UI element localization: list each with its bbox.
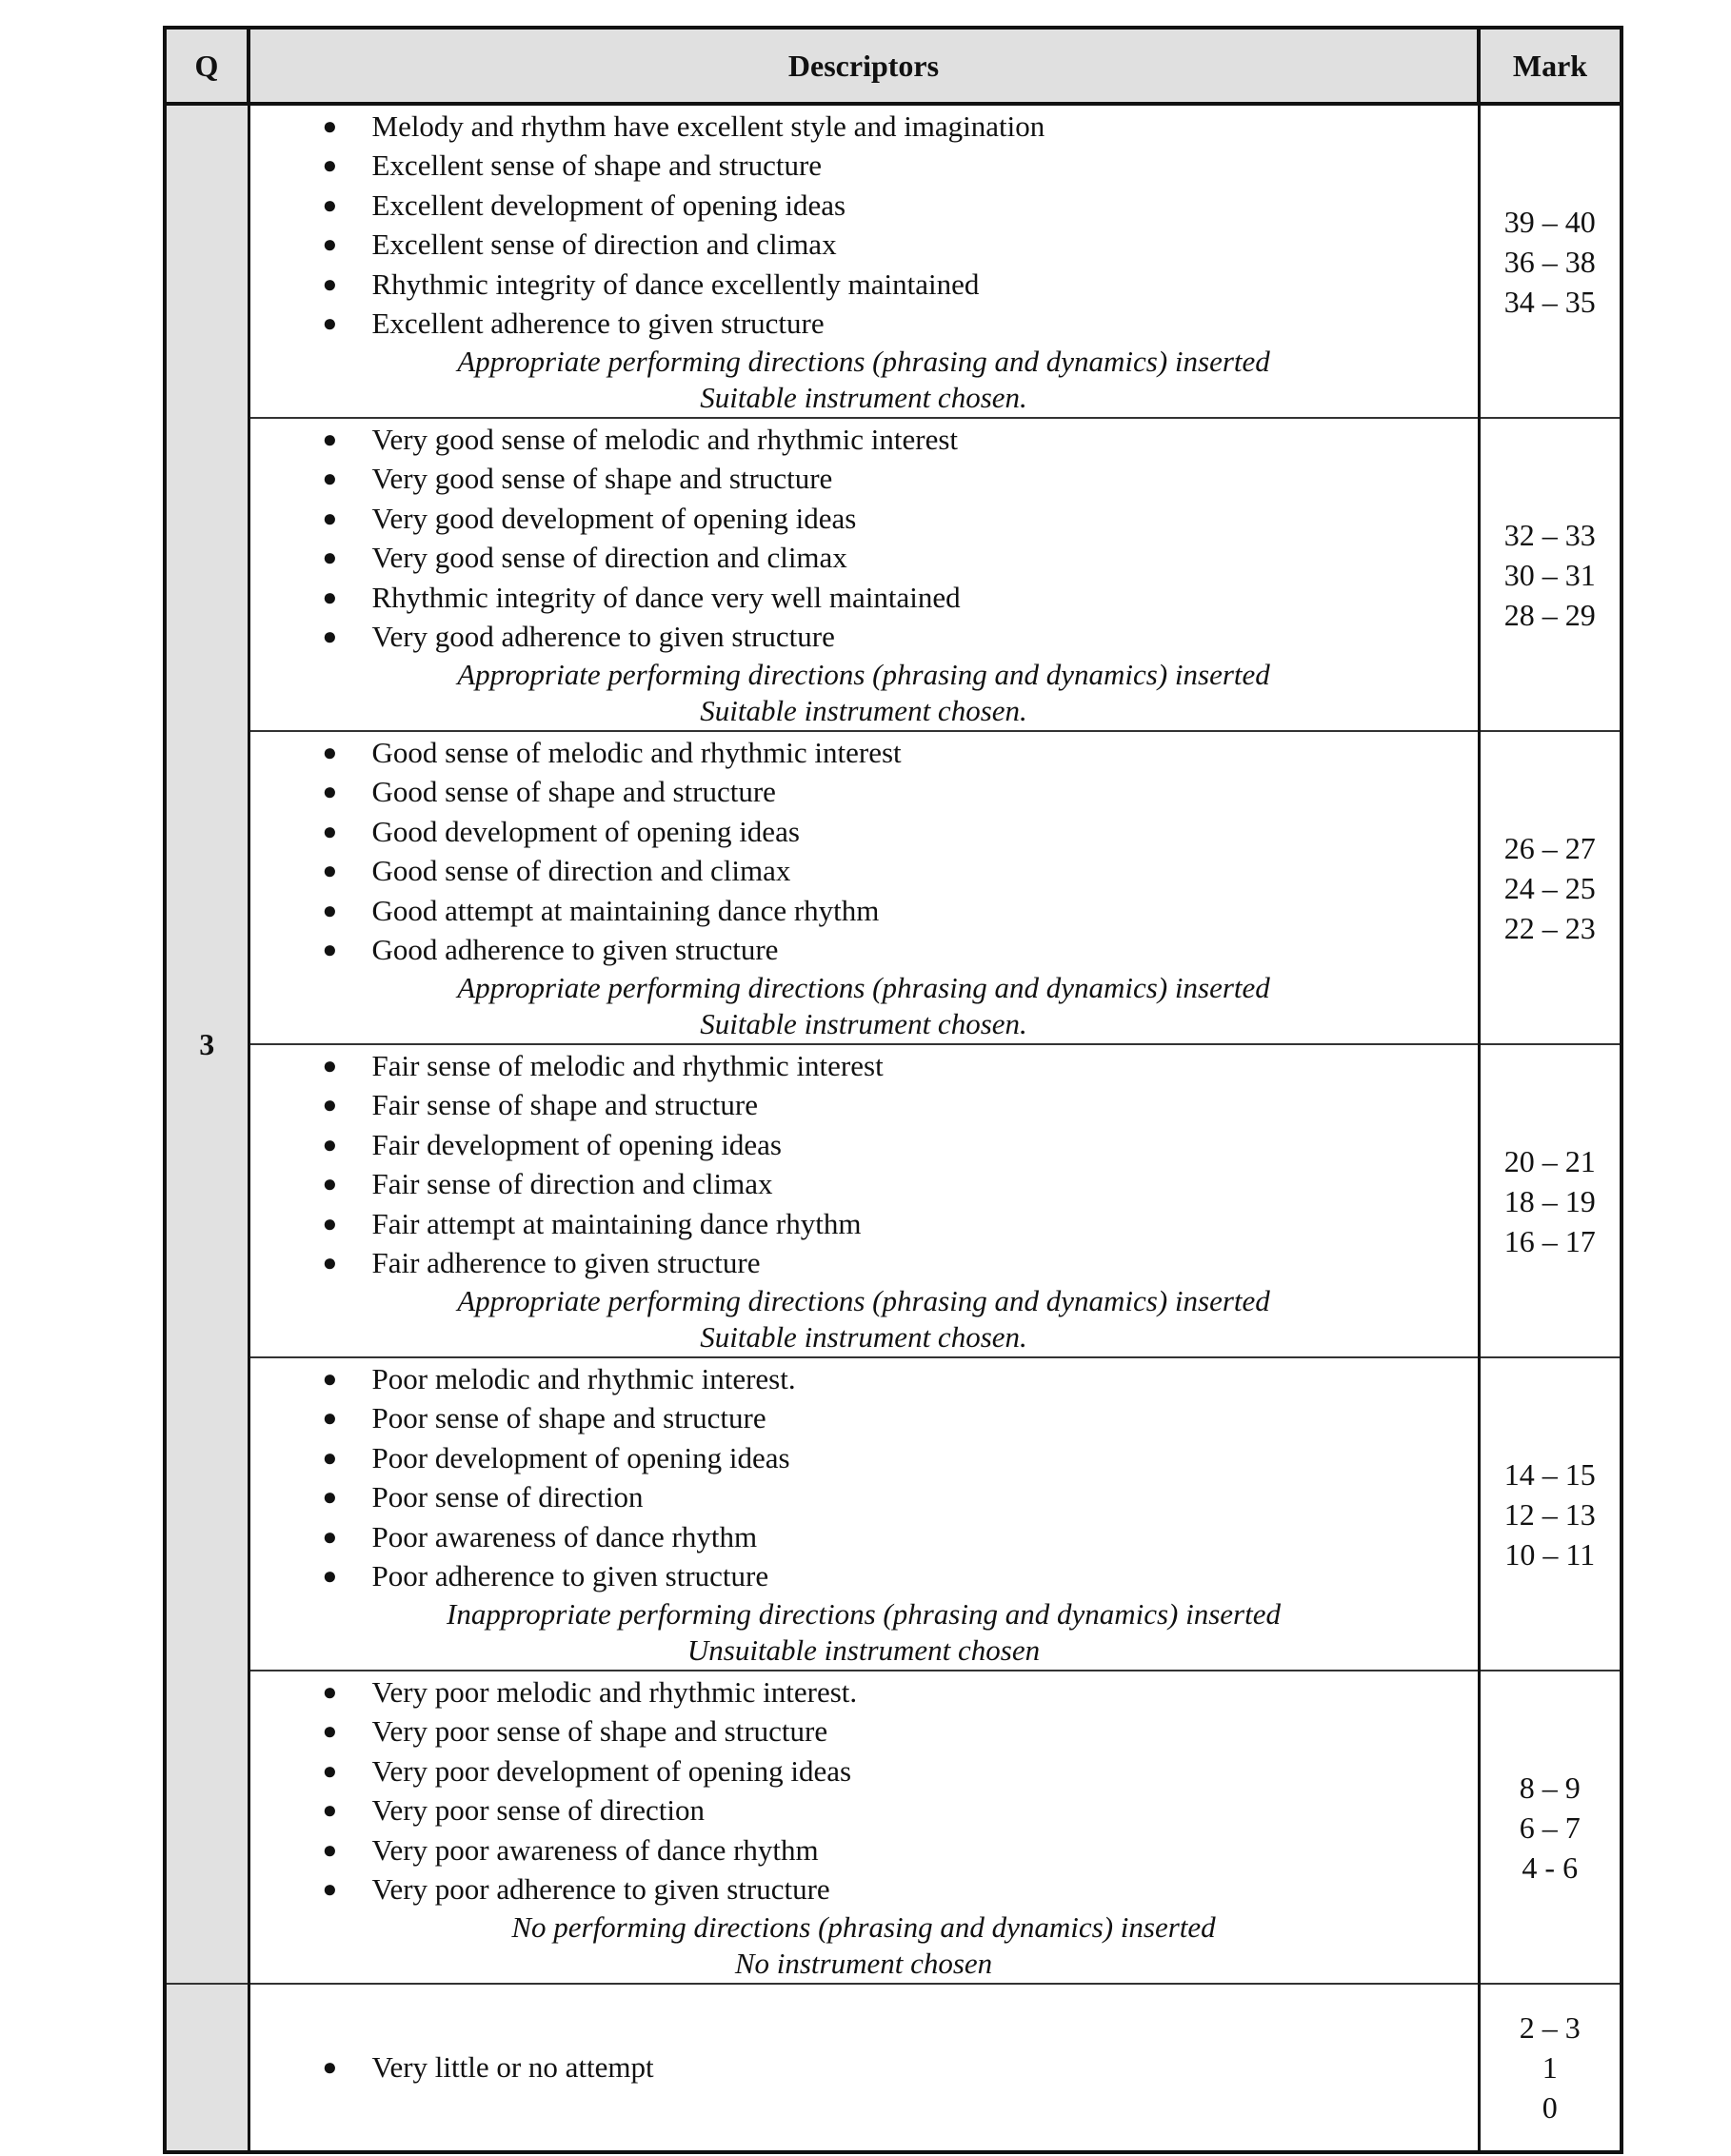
descriptor-text: Excellent sense of shape and structure <box>371 148 823 182</box>
descriptor-item <box>250 772 1478 812</box>
descriptor-text: Poor awareness of dance rhythm <box>371 1519 758 1553</box>
descriptor-text: Excellent development of opening ideas <box>371 188 846 222</box>
question-cell-empty <box>165 1984 249 2152</box>
bullet-icon: ● <box>322 230 338 258</box>
mark-range: 10 – 11 <box>1504 1536 1596 1572</box>
bullet-icon: ● <box>322 1170 338 1197</box>
descriptor-text: Good sense of melodic and rhythmic interest <box>371 735 902 769</box>
bullet-icon: ● <box>322 738 338 766</box>
bullet-icon: ● <box>322 544 338 571</box>
descriptor-list <box>250 2047 1478 2087</box>
descriptor-item <box>250 1830 1478 1870</box>
band-row <box>165 418 1622 731</box>
descriptor-text: Excellent sense of direction and climax <box>371 227 837 261</box>
descriptor-item <box>250 1556 1478 1596</box>
mark-range: 20 – 21 <box>1503 1143 1596 1178</box>
descriptor-text: Fair attempt at maintaining dance rhythm <box>371 1206 862 1240</box>
header-row <box>165 28 1622 104</box>
mark-range: 1 <box>1542 2050 1558 2085</box>
mark-range: 0 <box>1542 2090 1558 2125</box>
descriptor-text: Very poor sense of shape and structure <box>371 1714 828 1748</box>
bullet-icon: ● <box>322 465 338 492</box>
bullet-icon: ● <box>322 1562 338 1590</box>
bullet-icon: ● <box>322 1364 338 1393</box>
descriptor-text: Good sense of shape and structure <box>371 775 776 808</box>
descriptor-item <box>250 1046 1478 1086</box>
bullet-icon: ● <box>322 1091 338 1118</box>
bullet-icon: ● <box>322 2053 338 2082</box>
descriptor-text: Very poor awareness of dance rhythm <box>371 1832 819 1867</box>
mark-range: 26 – 27 <box>1503 830 1596 865</box>
bullet-icon: ● <box>322 1404 338 1432</box>
descriptor-list <box>250 107 1478 344</box>
descriptor-item <box>250 1790 1478 1830</box>
descriptor-text: Good sense of direction and climax <box>371 854 791 887</box>
bullet-icon: ● <box>322 1483 338 1511</box>
descriptor-text: Poor adherence to given structure <box>371 1559 769 1592</box>
band-row <box>165 731 1622 1044</box>
bullet-icon: ● <box>322 936 338 963</box>
descriptor-item <box>250 265 1478 305</box>
mark-range: 39 – 40 <box>1503 204 1596 239</box>
descriptor-cell <box>249 1671 1479 1984</box>
descriptor-text: Fair sense of direction and climax <box>371 1167 773 1200</box>
question-number: 3 <box>165 104 249 1984</box>
bullet-icon: ● <box>322 623 338 650</box>
mark-range: 4 - 6 <box>1522 1849 1579 1885</box>
bullet-icon: ● <box>322 857 338 884</box>
descriptor-list <box>250 1046 1478 1283</box>
bullet-icon: ● <box>322 1443 338 1472</box>
descriptor-text: Fair sense of melodic and rhythmic interest <box>371 1048 884 1082</box>
mark-range: 32 – 33 <box>1503 517 1596 552</box>
bullet-icon: ● <box>322 190 338 219</box>
mark-range: 28 – 29 <box>1503 597 1596 632</box>
mark-scheme-table <box>163 26 1623 2154</box>
descriptor-item <box>250 1164 1478 1204</box>
descriptor-item <box>250 1359 1478 1399</box>
descriptor-item <box>250 617 1478 657</box>
mark-scheme-sheet <box>163 26 1620 2145</box>
band-row-final <box>165 1984 1622 2152</box>
bullet-icon: ● <box>322 1249 338 1276</box>
descriptor-note: Suitable instrument chosen. <box>700 1007 1027 1040</box>
descriptor-text: Poor sense of shape and structure <box>371 1401 766 1434</box>
mark-range: 6 – 7 <box>1519 1810 1581 1845</box>
bullet-icon: ● <box>322 778 338 805</box>
descriptor-item <box>250 1477 1478 1517</box>
descriptor-text: Fair adherence to given structure <box>371 1246 761 1279</box>
bullet-icon: ● <box>322 1756 338 1785</box>
descriptor-text: Poor development of opening ideas <box>371 1440 790 1474</box>
descriptor-item <box>250 1438 1478 1478</box>
bullet-icon: ● <box>322 1209 338 1237</box>
descriptor-item <box>250 2047 1478 2087</box>
bullet-icon: ● <box>322 309 338 337</box>
descriptor-text: Very poor adherence to given structure <box>371 1872 830 1906</box>
descriptor-item <box>250 304 1478 344</box>
descriptor-list <box>250 733 1478 970</box>
descriptor-cell <box>249 104 1479 418</box>
descriptor-text: Good attempt at maintaining dance rhythm <box>371 893 880 927</box>
bullet-icon: ● <box>322 1130 338 1158</box>
mark-range: 14 – 15 <box>1503 1456 1596 1492</box>
descriptor-item <box>250 499 1478 539</box>
header-mark: Mark <box>1479 28 1622 104</box>
descriptor-note: Suitable instrument chosen. <box>700 1320 1027 1354</box>
descriptor-note: Appropriate performing directions (phrasing and dynamics) inserted <box>457 1283 1270 1317</box>
descriptor-text: Very poor development of opening ideas <box>371 1753 852 1788</box>
mark-cell <box>1479 1044 1622 1357</box>
bullet-icon: ● <box>322 896 338 924</box>
descriptor-list <box>250 1359 1478 1596</box>
bullet-icon: ● <box>322 425 338 453</box>
descriptor-text: Very good development of opening ideas <box>371 501 857 535</box>
descriptor-item <box>250 1085 1478 1125</box>
descriptor-text: Fair sense of shape and structure <box>371 1088 758 1121</box>
mark-cell <box>1479 731 1622 1044</box>
bullet-icon: ● <box>322 269 338 298</box>
band-row <box>165 1357 1622 1671</box>
descriptor-note: No performing directions (phrasing and dynamics) inserted <box>511 1909 1216 1944</box>
descriptor-note: No instrument chosen <box>734 1947 993 1980</box>
descriptor-cell <box>249 1044 1479 1357</box>
descriptor-text: Melody and rhythm have excellent style and imagination <box>371 109 1045 143</box>
mark-range: 34 – 35 <box>1503 284 1596 319</box>
descriptor-text: Fair development of opening ideas <box>371 1127 782 1161</box>
descriptor-cell <box>249 418 1479 731</box>
band-row <box>165 1044 1622 1357</box>
mark-range: 2 – 3 <box>1519 2010 1581 2045</box>
descriptor-item <box>250 1711 1478 1751</box>
descriptor-item <box>250 891 1478 931</box>
descriptor-note: Suitable instrument chosen. <box>700 381 1027 414</box>
bullet-icon: ● <box>322 1875 338 1903</box>
descriptor-list <box>250 1672 1478 1909</box>
mark-range: 24 – 25 <box>1503 870 1596 905</box>
descriptor-text: Excellent adherence to given structure <box>371 307 825 340</box>
bullet-icon: ● <box>322 111 338 140</box>
descriptor-item <box>250 1243 1478 1283</box>
mark-range: 30 – 31 <box>1503 557 1596 592</box>
bullet-icon: ● <box>322 583 338 611</box>
header-descriptors: Descriptors <box>249 28 1479 104</box>
bullet-icon: ● <box>322 504 338 532</box>
descriptor-item <box>250 851 1478 891</box>
descriptor-item <box>250 186 1478 226</box>
descriptor-text: Very good sense of melodic and rhythmic interest <box>371 422 959 456</box>
descriptor-text: Good adherence to given structure <box>371 933 779 966</box>
descriptor-text: Very poor melodic and rhythmic interest. <box>371 1674 858 1709</box>
descriptor-item <box>250 812 1478 852</box>
band-row <box>165 104 1622 418</box>
descriptor-text: Good development of opening ideas <box>371 814 800 848</box>
descriptor-item <box>250 225 1478 265</box>
bullet-icon: ● <box>322 151 338 179</box>
header-q: Q <box>165 28 249 104</box>
descriptor-item <box>250 459 1478 499</box>
descriptor-note: Inappropriate performing directions (phrasing and dynamics) inserted <box>447 1596 1281 1631</box>
descriptor-note: Appropriate performing directions (phrasing and dynamics) inserted <box>457 657 1270 691</box>
bullet-icon: ● <box>322 1796 338 1824</box>
bullet-icon: ● <box>322 1677 338 1706</box>
bullet-icon: ● <box>322 1522 338 1551</box>
bullet-icon: ● <box>322 1835 338 1864</box>
descriptor-item <box>250 578 1478 618</box>
descriptor-cell <box>249 1357 1479 1671</box>
mark-cell <box>1479 1357 1622 1671</box>
mark-range: 12 – 13 <box>1503 1496 1596 1532</box>
mark-range: 18 – 19 <box>1503 1183 1596 1218</box>
mark-cell <box>1479 418 1622 731</box>
descriptor-cell <box>249 731 1479 1044</box>
descriptor-text: Rhythmic integrity of dance very well maintained <box>371 580 961 614</box>
mark-range: 16 – 17 <box>1503 1223 1596 1258</box>
descriptor-item <box>250 1672 1478 1712</box>
mark-range: 36 – 38 <box>1503 244 1596 279</box>
descriptor-cell <box>249 1984 1479 2152</box>
descriptor-item <box>250 1125 1478 1165</box>
descriptor-note: Suitable instrument chosen. <box>700 694 1027 727</box>
descriptor-item <box>250 538 1478 578</box>
descriptor-note: Appropriate performing directions (phrasing and dynamics) inserted <box>457 344 1270 378</box>
bullet-icon: ● <box>322 817 338 845</box>
descriptor-item <box>250 1398 1478 1438</box>
descriptor-item <box>250 1751 1478 1791</box>
mark-cell <box>1479 104 1622 418</box>
descriptor-item <box>250 1204 1478 1244</box>
mark-range: 22 – 23 <box>1503 910 1596 945</box>
bullet-icon: ● <box>322 1051 338 1079</box>
descriptor-text: Rhythmic integrity of dance excellently maintained <box>371 267 980 301</box>
descriptor-note: Appropriate performing directions (phrasing and dynamics) inserted <box>457 970 1270 1004</box>
descriptor-text: Poor sense of direction <box>371 1480 644 1513</box>
descriptor-item <box>250 107 1478 147</box>
descriptor-item <box>250 1517 1478 1557</box>
bullet-icon: ● <box>322 1717 338 1745</box>
mark-range: 8 – 9 <box>1519 1770 1581 1805</box>
descriptor-text: Poor melodic and rhythmic interest. <box>371 1361 796 1395</box>
mark-cell <box>1479 1671 1622 1984</box>
descriptor-text: Very poor sense of direction <box>371 1793 706 1827</box>
descriptor-list <box>250 420 1478 657</box>
descriptor-text: Very good sense of shape and structure <box>371 462 833 495</box>
descriptor-text: Very good adherence to given structure <box>371 620 835 653</box>
descriptor-item <box>250 146 1478 186</box>
descriptor-note: Unsuitable instrument chosen <box>686 1633 1041 1667</box>
mark-cell <box>1479 1984 1622 2152</box>
descriptor-item <box>250 1869 1478 1909</box>
descriptor-text: Very good sense of direction and climax <box>371 541 847 574</box>
descriptor-item <box>250 930 1478 970</box>
band-row <box>165 1671 1622 1984</box>
descriptor-item <box>250 733 1478 773</box>
descriptor-text: Very little or no attempt <box>371 2050 654 2085</box>
descriptor-item <box>250 420 1478 460</box>
